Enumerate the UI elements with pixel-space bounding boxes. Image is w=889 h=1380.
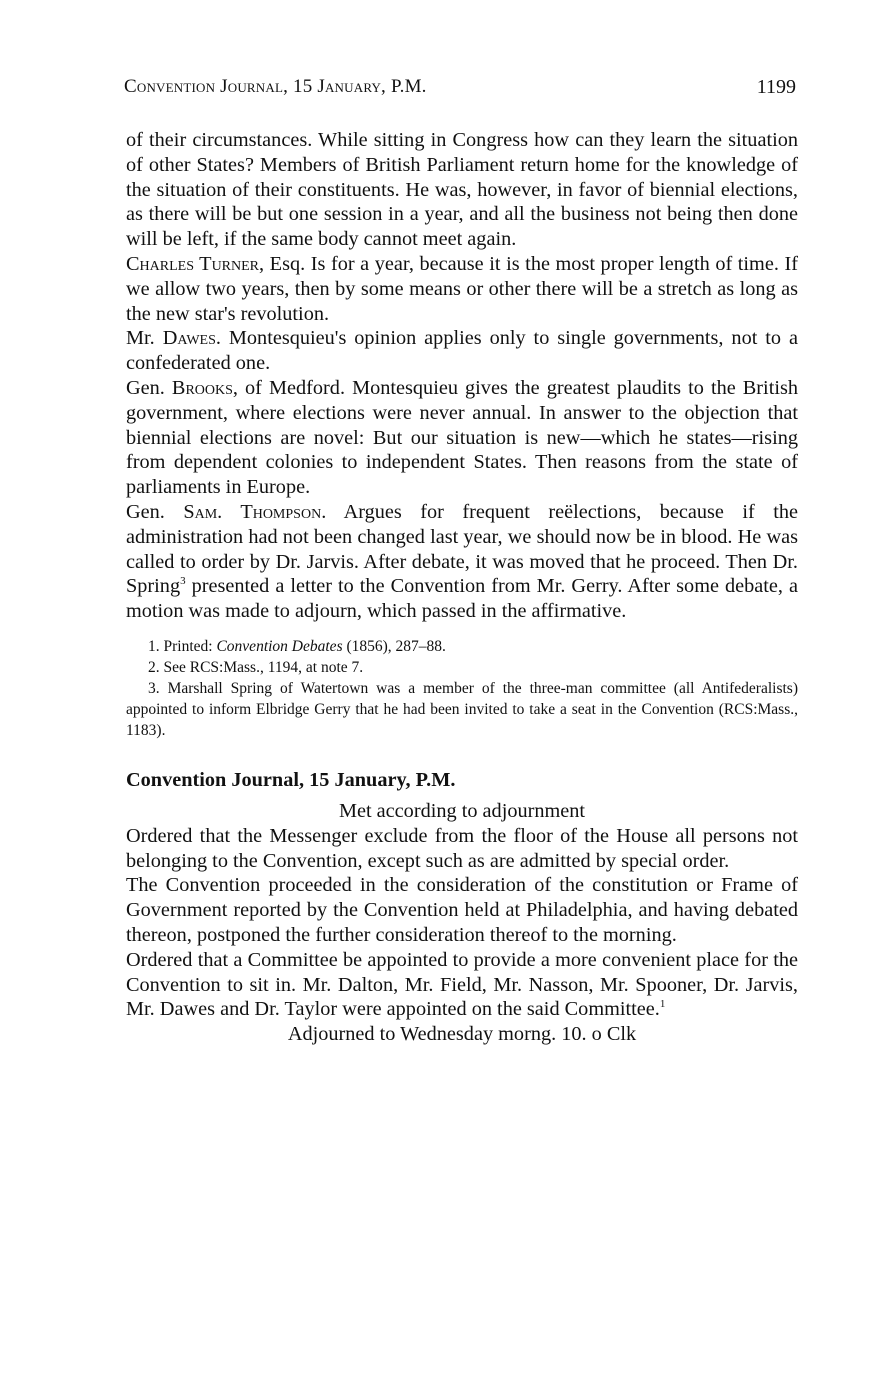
running-header [124, 76, 796, 106]
speech-text: . Argues for frequent reëlections, because if the administration had not been changed last year, we should now be in blood. He was called to order by Dr. Jarvis. After debate, it was moved that he proceed. Then Dr. Spring [126, 500, 799, 598]
paragraph-turner [126, 252, 798, 326]
footnote-ref: 3 [180, 575, 186, 588]
page-number: 1199 [756, 76, 796, 98]
speaker-name: Sam. Thompson [183, 500, 322, 523]
main-text [126, 128, 798, 1047]
paragraph-dawes [126, 326, 798, 376]
paragraph-brooks [126, 376, 798, 500]
adjourned-line: Adjourned to Wednesday morng. 10. o Clk [287, 1023, 637, 1046]
met-line: Met according to adjournment [338, 799, 586, 822]
footnote-2: 2. See RCS:Mass., 1194, at note 7. [148, 658, 364, 676]
speaker-prefix: Gen. [126, 376, 172, 399]
speaker-name: Charles Turner [126, 252, 260, 275]
speech-text: , of Medford. Montesquieu gives the greatest plaudits to the British government, where elections were never annual. In answer to the objection that biennial elections are novel: But our situation is new—which he states—rising from dependent colonies to independent States. Then reasons from the state of parliaments in Europe. [126, 376, 798, 499]
speech-text-continued: presented a letter to the Convention from Mr. Gerry. After some debate, a motion was made to adjourn, which passed in the affirmative. [126, 575, 798, 623]
paragraph-continuation: of their circumstances. While sitting in Congress how can they learn the situation of other States? Members of British Parliament return home for the knowledge of the situation of their constituents. He was, however, in favor of biennial elections, as there will be but one session in a year, and all the business not being then done will be left, if the same body cannot meet again. [126, 129, 798, 251]
speech-text: , Esq. Is for a year, because it is the most proper length of time. If we allow two years, then by some means or other there will be a stretch as long as the new star's revolution. [126, 252, 798, 325]
footnote-3: 3. Marshall Spring of Watertown was a member of the three-man committee (all Antifederalists) appointed to inform Elbridge Gerry that he had been invited to take a seat in the Convention (RCS:Mass., 1183). [126, 679, 798, 739]
footnote-ref: 1 [659, 998, 666, 1011]
speaker-name: Dawes [162, 327, 216, 350]
speaker-prefix: Gen. [126, 500, 184, 523]
running-title: Convention Journal, 15 January, P.M. [124, 76, 427, 97]
journal-paragraph-1: Ordered that the Messenger exclude from the floor of the House all persons not belonging to the Convention, except such as are admitted by special order. [126, 824, 798, 872]
section-heading: Convention Journal, 15 January, P.M. [126, 768, 456, 791]
paragraph-thompson [126, 500, 798, 624]
speaker-name: Brooks [171, 376, 233, 399]
speech-text: . Montesquieu's opinion applies only to single governments, not to a confederated one. [126, 327, 799, 375]
footnotes [126, 636, 798, 741]
journal-paragraph-2: The Convention proceeded in the consideration of the constitution or Frame of Government reported by the Convention held at Philadelphia, and having debated thereon, postponed the further consideration thereof to the morning. [126, 874, 798, 946]
journal-paragraph-3: Ordered that a Committee be appointed to provide a more convenient place for the Convention to sit in. Mr. Dalton, Mr. Field, Mr. Nasson, Mr. Spooner, Dr. Jarvis, Mr. Dawes and Dr. Taylor were appointed on the said Committee.$^1$ [126, 948, 798, 1021]
footnote-1-title: Convention Debates [216, 637, 343, 655]
footnote-1: 1. Printed: Convention Debates (1856), 287–88. [148, 637, 446, 655]
speaker-prefix: Mr. [126, 327, 163, 350]
